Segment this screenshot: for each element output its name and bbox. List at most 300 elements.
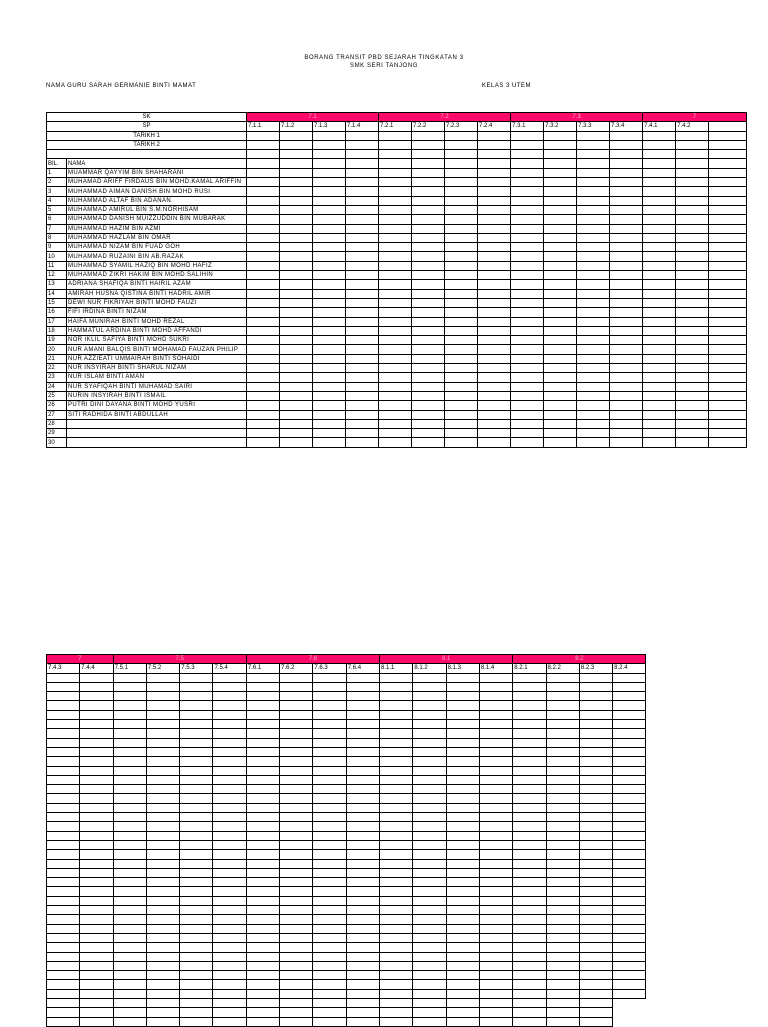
- score-cell[interactable]: [247, 215, 280, 224]
- score-cell[interactable]: [610, 224, 643, 233]
- score-cell[interactable]: [313, 980, 346, 989]
- score-cell[interactable]: [80, 710, 113, 719]
- score-cell[interactable]: [113, 896, 146, 905]
- score-cell[interactable]: [80, 998, 113, 1007]
- score-cell[interactable]: [247, 243, 280, 252]
- score-cell[interactable]: [676, 401, 709, 410]
- score-cell[interactable]: [479, 915, 512, 924]
- score-cell[interactable]: [246, 952, 279, 961]
- score-cell[interactable]: [313, 271, 346, 280]
- score-cell[interactable]: [180, 729, 213, 738]
- score-cell[interactable]: [80, 952, 113, 961]
- score-cell[interactable]: [577, 261, 610, 270]
- score-cell[interactable]: [544, 168, 577, 177]
- score-cell[interactable]: [346, 196, 379, 205]
- score-cell[interactable]: [313, 261, 346, 270]
- score-cell[interactable]: [613, 682, 646, 691]
- score-cell[interactable]: [346, 429, 379, 438]
- score-cell[interactable]: [113, 878, 146, 887]
- score-cell[interactable]: [577, 280, 610, 289]
- score-cell[interactable]: [579, 924, 612, 933]
- score-cell[interactable]: [346, 438, 379, 447]
- score-cell[interactable]: [113, 850, 146, 859]
- score-cell[interactable]: [579, 896, 612, 905]
- score-cell[interactable]: [446, 710, 479, 719]
- score-cell[interactable]: [213, 813, 246, 822]
- score-cell[interactable]: [546, 980, 579, 989]
- score-cell[interactable]: [346, 410, 379, 419]
- score-cell[interactable]: [180, 906, 213, 915]
- score-cell[interactable]: [610, 382, 643, 391]
- score-cell[interactable]: [413, 859, 446, 868]
- score-cell[interactable]: [412, 243, 445, 252]
- score-cell[interactable]: [577, 215, 610, 224]
- date-cell[interactable]: [478, 131, 511, 140]
- score-cell[interactable]: [180, 738, 213, 747]
- score-cell[interactable]: [579, 701, 612, 710]
- score-cell[interactable]: [709, 336, 747, 345]
- score-cell[interactable]: [577, 308, 610, 317]
- score-cell[interactable]: [446, 933, 479, 942]
- score-cell[interactable]: [546, 859, 579, 868]
- score-cell[interactable]: [280, 345, 313, 354]
- score-cell[interactable]: [513, 924, 546, 933]
- score-cell[interactable]: [446, 906, 479, 915]
- score-cell[interactable]: [546, 775, 579, 784]
- score-cell[interactable]: [546, 924, 579, 933]
- score-cell[interactable]: [544, 364, 577, 373]
- score-cell[interactable]: [546, 831, 579, 840]
- score-cell[interactable]: [610, 187, 643, 196]
- score-cell[interactable]: [180, 896, 213, 905]
- score-cell[interactable]: [247, 224, 280, 233]
- score-cell[interactable]: [479, 720, 512, 729]
- score-cell[interactable]: [380, 710, 413, 719]
- score-cell[interactable]: [280, 280, 313, 289]
- score-cell[interactable]: [709, 382, 747, 391]
- score-cell[interactable]: [180, 831, 213, 840]
- score-cell[interactable]: [180, 971, 213, 980]
- score-cell[interactable]: [313, 906, 346, 915]
- score-cell[interactable]: [380, 766, 413, 775]
- score-cell[interactable]: [246, 682, 279, 691]
- score-cell[interactable]: [346, 326, 379, 335]
- score-cell[interactable]: [709, 289, 747, 298]
- score-cell[interactable]: [546, 896, 579, 905]
- score-cell[interactable]: [610, 419, 643, 428]
- score-cell[interactable]: [546, 720, 579, 729]
- score-cell[interactable]: [610, 298, 643, 307]
- score-cell[interactable]: [246, 840, 279, 849]
- score-cell[interactable]: [577, 271, 610, 280]
- score-cell[interactable]: [379, 336, 412, 345]
- score-cell[interactable]: [577, 233, 610, 242]
- score-cell[interactable]: [346, 943, 379, 952]
- score-cell[interactable]: [544, 178, 577, 187]
- score-cell[interactable]: [47, 720, 80, 729]
- score-cell[interactable]: [280, 673, 313, 682]
- score-cell[interactable]: [709, 243, 747, 252]
- score-cell[interactable]: [246, 878, 279, 887]
- score-cell[interactable]: [445, 419, 478, 428]
- score-cell[interactable]: [544, 326, 577, 335]
- score-cell[interactable]: [313, 887, 346, 896]
- score-cell[interactable]: [346, 354, 379, 363]
- score-cell[interactable]: [313, 840, 346, 849]
- score-cell[interactable]: [180, 766, 213, 775]
- score-cell[interactable]: [413, 998, 446, 1007]
- score-cell[interactable]: [413, 822, 446, 831]
- score-cell[interactable]: [709, 373, 747, 382]
- score-cell[interactable]: [446, 878, 479, 887]
- score-cell[interactable]: [380, 692, 413, 701]
- score-cell[interactable]: [577, 410, 610, 419]
- score-cell[interactable]: [544, 354, 577, 363]
- score-cell[interactable]: [676, 391, 709, 400]
- score-cell[interactable]: [146, 971, 179, 980]
- score-cell[interactable]: [613, 766, 646, 775]
- score-cell[interactable]: [213, 980, 246, 989]
- score-cell[interactable]: [346, 794, 379, 803]
- score-cell[interactable]: [546, 813, 579, 822]
- score-cell[interactable]: [613, 673, 646, 682]
- score-cell[interactable]: [610, 205, 643, 214]
- score-cell[interactable]: [280, 354, 313, 363]
- score-cell[interactable]: [445, 308, 478, 317]
- score-cell[interactable]: [511, 326, 544, 335]
- score-cell[interactable]: [445, 187, 478, 196]
- score-cell[interactable]: [709, 178, 747, 187]
- score-cell[interactable]: [445, 243, 478, 252]
- score-cell[interactable]: [479, 989, 512, 998]
- score-cell[interactable]: [511, 429, 544, 438]
- score-cell[interactable]: [613, 933, 646, 942]
- date-cell[interactable]: [511, 131, 544, 140]
- score-cell[interactable]: [577, 438, 610, 447]
- score-cell[interactable]: [676, 224, 709, 233]
- score-cell[interactable]: [47, 850, 80, 859]
- date-cell[interactable]: [544, 140, 577, 149]
- score-cell[interactable]: [180, 933, 213, 942]
- score-cell[interactable]: [577, 364, 610, 373]
- score-cell[interactable]: [146, 822, 179, 831]
- score-cell[interactable]: [113, 673, 146, 682]
- score-cell[interactable]: [146, 906, 179, 915]
- score-cell[interactable]: [47, 710, 80, 719]
- score-cell[interactable]: [313, 757, 346, 766]
- score-cell[interactable]: [246, 906, 279, 915]
- score-cell[interactable]: [313, 391, 346, 400]
- score-cell[interactable]: [676, 317, 709, 326]
- score-cell[interactable]: [313, 205, 346, 214]
- score-cell[interactable]: [346, 243, 379, 252]
- score-cell[interactable]: [180, 1008, 213, 1017]
- score-cell[interactable]: [280, 785, 313, 794]
- score-cell[interactable]: [446, 1017, 479, 1026]
- score-cell[interactable]: [47, 822, 80, 831]
- score-cell[interactable]: [579, 961, 612, 970]
- score-cell[interactable]: [676, 345, 709, 354]
- score-cell[interactable]: [313, 738, 346, 747]
- score-cell[interactable]: [47, 998, 80, 1007]
- score-cell[interactable]: [613, 738, 646, 747]
- score-cell[interactable]: [313, 317, 346, 326]
- score-cell[interactable]: [446, 822, 479, 831]
- score-cell[interactable]: [180, 980, 213, 989]
- score-cell[interactable]: [413, 878, 446, 887]
- score-cell[interactable]: [579, 887, 612, 896]
- score-cell[interactable]: [577, 382, 610, 391]
- score-cell[interactable]: [380, 785, 413, 794]
- score-cell[interactable]: [346, 850, 379, 859]
- score-cell[interactable]: [313, 178, 346, 187]
- score-cell[interactable]: [446, 692, 479, 701]
- score-cell[interactable]: [380, 840, 413, 849]
- score-cell[interactable]: [346, 692, 379, 701]
- score-cell[interactable]: [380, 961, 413, 970]
- score-cell[interactable]: [445, 336, 478, 345]
- score-cell[interactable]: [80, 673, 113, 682]
- score-cell[interactable]: [544, 438, 577, 447]
- score-cell[interactable]: [546, 757, 579, 766]
- score-cell[interactable]: [280, 924, 313, 933]
- score-cell[interactable]: [446, 896, 479, 905]
- score-cell[interactable]: [213, 831, 246, 840]
- score-cell[interactable]: [676, 271, 709, 280]
- score-cell[interactable]: [446, 738, 479, 747]
- score-cell[interactable]: [180, 998, 213, 1007]
- score-cell[interactable]: [610, 252, 643, 261]
- score-cell[interactable]: [280, 391, 313, 400]
- score-cell[interactable]: [511, 354, 544, 363]
- score-cell[interactable]: [544, 382, 577, 391]
- score-cell[interactable]: [313, 831, 346, 840]
- score-cell[interactable]: [413, 831, 446, 840]
- score-cell[interactable]: [412, 308, 445, 317]
- score-cell[interactable]: [610, 364, 643, 373]
- score-cell[interactable]: [313, 720, 346, 729]
- score-cell[interactable]: [213, 971, 246, 980]
- score-cell[interactable]: [478, 261, 511, 270]
- score-cell[interactable]: [379, 178, 412, 187]
- score-cell[interactable]: [513, 906, 546, 915]
- score-cell[interactable]: [213, 906, 246, 915]
- score-cell[interactable]: [478, 438, 511, 447]
- score-cell[interactable]: [213, 682, 246, 691]
- score-cell[interactable]: [513, 775, 546, 784]
- score-cell[interactable]: [546, 701, 579, 710]
- score-cell[interactable]: [643, 354, 676, 363]
- score-cell[interactable]: [380, 720, 413, 729]
- score-cell[interactable]: [445, 298, 478, 307]
- score-cell[interactable]: [676, 373, 709, 382]
- score-cell[interactable]: [643, 252, 676, 261]
- score-cell[interactable]: [446, 803, 479, 812]
- score-cell[interactable]: [379, 280, 412, 289]
- score-cell[interactable]: [478, 336, 511, 345]
- score-cell[interactable]: [180, 692, 213, 701]
- score-cell[interactable]: [280, 989, 313, 998]
- score-cell[interactable]: [313, 243, 346, 252]
- score-cell[interactable]: [445, 289, 478, 298]
- score-cell[interactable]: [479, 952, 512, 961]
- score-cell[interactable]: [247, 261, 280, 270]
- score-cell[interactable]: [280, 766, 313, 775]
- score-cell[interactable]: [346, 896, 379, 905]
- score-cell[interactable]: [511, 224, 544, 233]
- score-cell[interactable]: [379, 168, 412, 177]
- score-cell[interactable]: [544, 187, 577, 196]
- score-cell[interactable]: [479, 859, 512, 868]
- score-cell[interactable]: [313, 729, 346, 738]
- score-cell[interactable]: [346, 868, 379, 877]
- score-cell[interactable]: [513, 747, 546, 756]
- score-cell[interactable]: [613, 822, 646, 831]
- score-cell[interactable]: [413, 971, 446, 980]
- score-cell[interactable]: [577, 205, 610, 214]
- score-cell[interactable]: [280, 1017, 313, 1026]
- score-cell[interactable]: [613, 878, 646, 887]
- score-cell[interactable]: [280, 887, 313, 896]
- score-cell[interactable]: [579, 831, 612, 840]
- score-cell[interactable]: [577, 252, 610, 261]
- score-cell[interactable]: [478, 243, 511, 252]
- score-cell[interactable]: [709, 168, 747, 177]
- score-cell[interactable]: [511, 280, 544, 289]
- score-cell[interactable]: [180, 887, 213, 896]
- score-cell[interactable]: [478, 205, 511, 214]
- score-cell[interactable]: [511, 271, 544, 280]
- score-cell[interactable]: [412, 178, 445, 187]
- score-cell[interactable]: [546, 887, 579, 896]
- score-cell[interactable]: [280, 868, 313, 877]
- score-cell[interactable]: [513, 813, 546, 822]
- score-cell[interactable]: [280, 822, 313, 831]
- score-cell[interactable]: [613, 720, 646, 729]
- score-cell[interactable]: [80, 738, 113, 747]
- score-cell[interactable]: [180, 710, 213, 719]
- score-cell[interactable]: [478, 168, 511, 177]
- score-cell[interactable]: [479, 738, 512, 747]
- score-cell[interactable]: [246, 757, 279, 766]
- score-cell[interactable]: [280, 401, 313, 410]
- score-cell[interactable]: [546, 878, 579, 887]
- score-cell[interactable]: [313, 401, 346, 410]
- score-cell[interactable]: [479, 943, 512, 952]
- score-cell[interactable]: [413, 682, 446, 691]
- score-cell[interactable]: [445, 168, 478, 177]
- score-cell[interactable]: [479, 747, 512, 756]
- score-cell[interactable]: [579, 747, 612, 756]
- score-cell[interactable]: [511, 419, 544, 428]
- score-cell[interactable]: [380, 794, 413, 803]
- score-cell[interactable]: [146, 989, 179, 998]
- score-cell[interactable]: [511, 196, 544, 205]
- date-cell[interactable]: [577, 140, 610, 149]
- score-cell[interactable]: [412, 317, 445, 326]
- score-cell[interactable]: [613, 794, 646, 803]
- score-cell[interactable]: [113, 720, 146, 729]
- score-cell[interactable]: [280, 980, 313, 989]
- score-cell[interactable]: [246, 803, 279, 812]
- score-cell[interactable]: [113, 980, 146, 989]
- score-cell[interactable]: [446, 915, 479, 924]
- score-cell[interactable]: [180, 924, 213, 933]
- score-cell[interactable]: [113, 998, 146, 1007]
- score-cell[interactable]: [379, 233, 412, 242]
- score-cell[interactable]: [546, 692, 579, 701]
- score-cell[interactable]: [479, 850, 512, 859]
- score-cell[interactable]: [180, 868, 213, 877]
- score-cell[interactable]: [643, 391, 676, 400]
- score-cell[interactable]: [412, 261, 445, 270]
- score-cell[interactable]: [346, 280, 379, 289]
- score-cell[interactable]: [478, 252, 511, 261]
- score-cell[interactable]: [479, 682, 512, 691]
- score-cell[interactable]: [413, 757, 446, 766]
- score-cell[interactable]: [676, 364, 709, 373]
- score-cell[interactable]: [709, 298, 747, 307]
- score-cell[interactable]: [413, 1008, 446, 1017]
- score-cell[interactable]: [113, 840, 146, 849]
- score-cell[interactable]: [511, 261, 544, 270]
- score-cell[interactable]: [613, 980, 646, 989]
- score-cell[interactable]: [246, 989, 279, 998]
- score-cell[interactable]: [213, 1017, 246, 1026]
- score-cell[interactable]: [513, 989, 546, 998]
- score-cell[interactable]: [380, 998, 413, 1007]
- score-cell[interactable]: [577, 326, 610, 335]
- score-cell[interactable]: [412, 252, 445, 261]
- score-cell[interactable]: [479, 961, 512, 970]
- score-cell[interactable]: [346, 682, 379, 691]
- score-cell[interactable]: [280, 410, 313, 419]
- score-cell[interactable]: [280, 196, 313, 205]
- score-cell[interactable]: [544, 429, 577, 438]
- score-cell[interactable]: [247, 345, 280, 354]
- score-cell[interactable]: [479, 1008, 512, 1017]
- date-cell[interactable]: [379, 131, 412, 140]
- score-cell[interactable]: [280, 289, 313, 298]
- date-cell[interactable]: [676, 131, 709, 140]
- score-cell[interactable]: [676, 308, 709, 317]
- score-cell[interactable]: [577, 429, 610, 438]
- score-cell[interactable]: [113, 906, 146, 915]
- date-cell[interactable]: [313, 140, 346, 149]
- score-cell[interactable]: [380, 701, 413, 710]
- score-cell[interactable]: [544, 336, 577, 345]
- score-cell[interactable]: [579, 868, 612, 877]
- score-cell[interactable]: [380, 738, 413, 747]
- score-cell[interactable]: [313, 961, 346, 970]
- score-cell[interactable]: [544, 298, 577, 307]
- score-cell[interactable]: [513, 682, 546, 691]
- score-cell[interactable]: [511, 205, 544, 214]
- score-cell[interactable]: [579, 757, 612, 766]
- score-cell[interactable]: [213, 924, 246, 933]
- score-cell[interactable]: [610, 410, 643, 419]
- score-cell[interactable]: [511, 410, 544, 419]
- score-cell[interactable]: [180, 785, 213, 794]
- score-cell[interactable]: [446, 831, 479, 840]
- score-cell[interactable]: [346, 924, 379, 933]
- score-cell[interactable]: [446, 989, 479, 998]
- score-cell[interactable]: [246, 943, 279, 952]
- score-cell[interactable]: [346, 373, 379, 382]
- score-cell[interactable]: [213, 989, 246, 998]
- score-cell[interactable]: [579, 971, 612, 980]
- score-cell[interactable]: [379, 261, 412, 270]
